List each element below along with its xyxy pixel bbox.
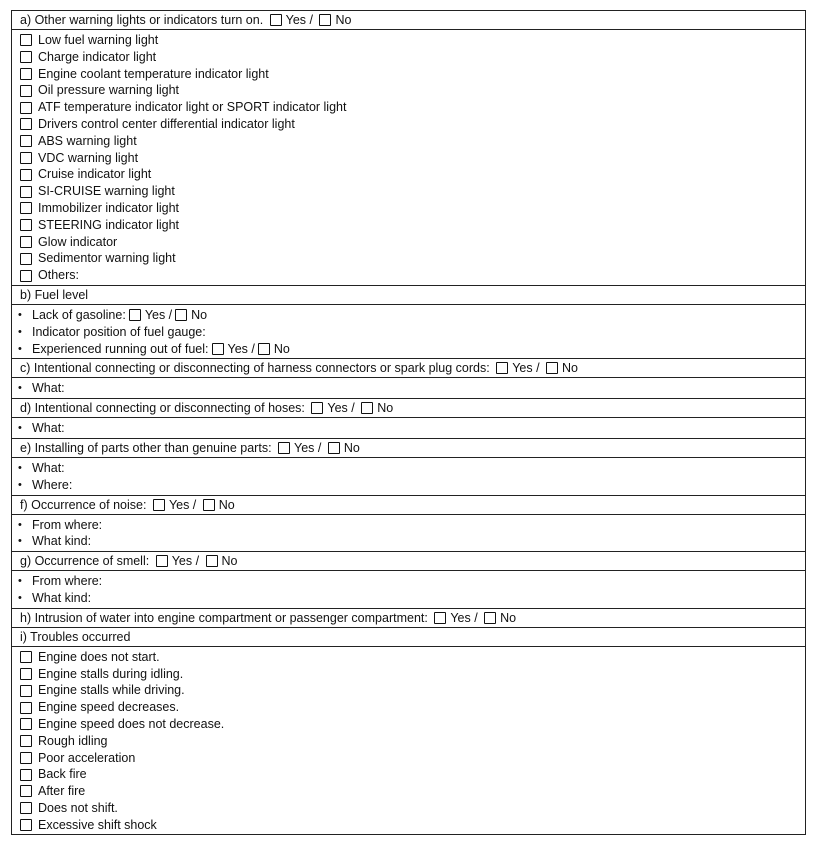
section-d-yes-label: Yes / (327, 401, 355, 416)
section-i-list (12, 647, 805, 836)
section-e-yes-checkbox[interactable] (278, 442, 290, 454)
section-c-no-label: No (562, 361, 579, 376)
list-item (12, 380, 805, 397)
section-i-item-checkbox[interactable] (20, 651, 32, 663)
section-a-item-checkbox[interactable] (20, 202, 32, 214)
list-item (12, 477, 805, 494)
section-a-item-checkbox[interactable] (20, 219, 32, 231)
section-i-item-checkbox[interactable] (20, 702, 32, 714)
section-e-yes-label: Yes / (294, 440, 322, 455)
list-item (12, 250, 805, 267)
list-item (12, 733, 805, 750)
section-i-title: i) Troubles occurred (20, 629, 131, 644)
section-a-item-label: SI-CRUISE warning light (38, 184, 175, 199)
ran-out-no-checkbox[interactable] (258, 343, 270, 355)
section-i-item-checkbox[interactable] (20, 718, 32, 730)
list-item (12, 267, 805, 284)
section-i-item-label: After fire (38, 784, 86, 799)
list-item (12, 573, 805, 590)
section-c-what-label: What: (32, 381, 65, 396)
bullet-icon: • (18, 342, 22, 355)
section-a-item-checkbox[interactable] (20, 34, 32, 46)
section-i-item-label: Poor acceleration (38, 750, 136, 765)
section-a-item-checkbox[interactable] (20, 270, 32, 282)
section-d-header (12, 399, 805, 418)
section-i-item-label: Engine stalls while driving. (38, 683, 185, 698)
section-e-no-label: No (343, 440, 360, 455)
list-item (12, 150, 805, 167)
section-i-item-label: Does not shift. (38, 800, 118, 815)
list-item (12, 590, 805, 607)
list-item (12, 66, 805, 83)
list-item (12, 699, 805, 716)
section-a-item-checkbox[interactable] (20, 68, 32, 80)
list-item (12, 800, 805, 817)
section-d-title: d) Intentional connecting or disconnecting of hoses: (20, 401, 305, 416)
list-item (12, 234, 805, 251)
section-h-no-checkbox[interactable] (484, 612, 496, 624)
list-item (12, 166, 805, 183)
trouble-checklist-form (11, 10, 806, 835)
section-i-item-checkbox[interactable] (20, 752, 32, 764)
section-i-item-label: Engine does not start. (38, 649, 160, 664)
section-a-item-checkbox[interactable] (20, 118, 32, 130)
section-g-no-label: No (221, 554, 238, 569)
section-f-title: f) Occurrence of noise: (20, 497, 147, 512)
lack-gasoline-no-checkbox[interactable] (175, 309, 187, 321)
section-c-yes-label: Yes / (512, 361, 540, 376)
lack-gasoline-no-label: No (191, 307, 208, 322)
section-c-body (12, 378, 805, 399)
section-f-yes-label: Yes / (168, 497, 197, 512)
list-item (12, 324, 805, 341)
section-a-no-checkbox[interactable] (319, 14, 331, 26)
section-i-header (12, 628, 805, 647)
section-i-item-label: Engine speed decreases. (38, 700, 180, 715)
bullet-icon: • (18, 325, 22, 338)
lack-of-gasoline-label: Lack of gasoline: (32, 307, 126, 322)
section-a-item-label: Engine coolant temperature indicator light (38, 66, 269, 81)
list-item (12, 666, 805, 683)
section-f-no-label: No (218, 497, 235, 512)
section-e-title: e) Installing of parts other than genuine parts: (20, 440, 272, 455)
section-b-header (12, 286, 805, 305)
section-a-no-label: No (335, 13, 352, 27)
section-c-no-checkbox[interactable] (546, 362, 558, 374)
section-i-item-checkbox[interactable] (20, 785, 32, 797)
bullet-icon: • (18, 518, 22, 531)
list-item (12, 82, 805, 99)
section-e-no-checkbox[interactable] (328, 442, 340, 454)
section-i-item-checkbox[interactable] (20, 685, 32, 697)
section-a-item-label: Charge indicator light (38, 49, 157, 64)
list-item (12, 307, 805, 324)
section-i-item-label: Excessive shift shock (38, 817, 157, 832)
section-e-header (12, 439, 805, 458)
list-item (12, 99, 805, 116)
bullet-icon: • (18, 461, 22, 474)
list-item (12, 49, 805, 66)
list-item (12, 200, 805, 217)
section-a-item-checkbox[interactable] (20, 102, 32, 114)
section-a-item-label: Glow indicator (38, 234, 118, 249)
ran-out-yes-checkbox[interactable] (212, 343, 224, 355)
section-g-title: g) Occurrence of smell: (20, 554, 150, 569)
bullet-icon: • (18, 382, 22, 395)
section-i-item-label: Back fire (38, 767, 87, 782)
section-e-what-label: What: (32, 460, 65, 475)
section-g-what-kind-label: What kind: (32, 590, 92, 605)
section-a-item-label: Low fuel warning light (38, 33, 159, 47)
section-i-item-label: Rough idling (38, 733, 108, 748)
list-item (12, 750, 805, 767)
list-item (12, 817, 805, 834)
list-item (12, 420, 805, 437)
section-e-where-label: Where: (32, 477, 73, 492)
section-d-what-label: What: (32, 421, 65, 436)
list-item (12, 716, 805, 733)
section-f-from-where-label: From where: (32, 517, 103, 532)
section-a-item-checkbox[interactable] (20, 135, 32, 147)
section-a-yes-label: Yes / (285, 13, 313, 27)
section-a-item-label: Others: (38, 268, 79, 283)
section-a-item-label: ATF temperature indicator light or SPORT indicator light (38, 100, 347, 115)
section-f-body (12, 515, 805, 553)
list-item (12, 32, 805, 49)
section-f-what-kind-label: What kind: (32, 534, 92, 549)
list-item (12, 341, 805, 358)
list-item (12, 766, 805, 783)
section-g-yes-label: Yes / (171, 554, 200, 569)
list-item (12, 183, 805, 200)
ran-out-of-fuel-label: Experienced running out of fuel: (32, 341, 209, 356)
section-a-item-label: Cruise indicator light (38, 167, 152, 182)
section-i-item-checkbox[interactable] (20, 769, 32, 781)
section-c-header (12, 359, 805, 378)
list-item (12, 533, 805, 550)
section-c-title: c) Intentional connecting or disconnecting of harness connectors or spark plug cords: (20, 361, 490, 376)
section-f-yes-checkbox[interactable] (153, 499, 165, 511)
section-g-body (12, 571, 805, 609)
section-a-item-label: Drivers control center differential indicator light (38, 116, 295, 131)
list-item (12, 116, 805, 133)
section-g-header (12, 552, 805, 571)
section-e-body (12, 458, 805, 496)
section-a-list (12, 30, 805, 286)
ran-out-yes-label: Yes / (227, 341, 255, 356)
section-i-item-label: Engine stalls during idling. (38, 666, 184, 681)
fuel-gauge-position-label: Indicator position of fuel gauge: (32, 324, 206, 339)
section-h-no-label: No (500, 610, 517, 625)
section-a-item-checkbox[interactable] (20, 85, 32, 97)
section-a-item-checkbox[interactable] (20, 186, 32, 198)
list-item (12, 682, 805, 699)
section-i-item-checkbox[interactable] (20, 735, 32, 747)
section-b-body (12, 305, 805, 359)
section-a-item-label: STEERING indicator light (38, 217, 180, 232)
section-d-no-label: No (377, 401, 394, 416)
section-a-item-label: ABS warning light (38, 133, 137, 148)
section-i-item-label: Engine speed does not decrease. (38, 716, 225, 731)
section-g-no-checkbox[interactable] (206, 555, 218, 567)
bullet-icon: • (18, 591, 22, 604)
bullet-icon: • (18, 535, 22, 548)
section-d-yes-checkbox[interactable] (311, 402, 323, 414)
section-h-yes-label: Yes / (450, 610, 478, 625)
section-a-item-checkbox[interactable] (20, 169, 32, 181)
section-g-yes-checkbox[interactable] (156, 555, 168, 567)
section-a-item-label: Oil pressure warning light (38, 83, 180, 98)
section-a-item-label: Sedimentor warning light (38, 251, 176, 266)
section-a-item-checkbox[interactable] (20, 152, 32, 164)
section-i-item-checkbox[interactable] (20, 802, 32, 814)
section-a-item-label: VDC warning light (38, 150, 139, 165)
section-a-item-checkbox[interactable] (20, 236, 32, 248)
section-h-yes-checkbox[interactable] (434, 612, 446, 624)
bullet-icon: • (18, 308, 22, 321)
lack-gasoline-yes-checkbox[interactable] (129, 309, 141, 321)
section-a-item-checkbox[interactable] (20, 253, 32, 265)
section-f-header (12, 496, 805, 515)
section-a-yes-checkbox[interactable] (270, 14, 282, 26)
section-d-no-checkbox[interactable] (361, 402, 373, 414)
list-item (12, 217, 805, 234)
ran-out-no-label: No (273, 341, 290, 356)
section-h-title: h) Intrusion of water into engine compartment or passenger compartment: (20, 610, 428, 625)
bullet-icon: • (18, 478, 22, 491)
section-c-yes-checkbox[interactable] (496, 362, 508, 374)
section-g-from-where-label: From where: (32, 574, 103, 589)
lack-gasoline-yes-label: Yes / (144, 307, 173, 322)
section-i-item-checkbox[interactable] (20, 668, 32, 680)
section-a-item-label: Immobilizer indicator light (38, 200, 180, 215)
list-item (12, 783, 805, 800)
section-b-title: b) Fuel level (20, 287, 89, 302)
section-f-no-checkbox[interactable] (203, 499, 215, 511)
list-item (12, 517, 805, 534)
section-a-item-checkbox[interactable] (20, 51, 32, 63)
list-item (12, 649, 805, 666)
section-a-header (12, 11, 805, 30)
list-item (12, 133, 805, 150)
section-d-body (12, 418, 805, 439)
bullet-icon: • (18, 575, 22, 588)
section-h-header (12, 609, 805, 628)
list-item (12, 460, 805, 477)
bullet-icon: • (18, 422, 22, 435)
section-a-title: a) Other warning lights or indicators turn on. (20, 13, 264, 27)
section-i-item-checkbox[interactable] (20, 819, 32, 831)
